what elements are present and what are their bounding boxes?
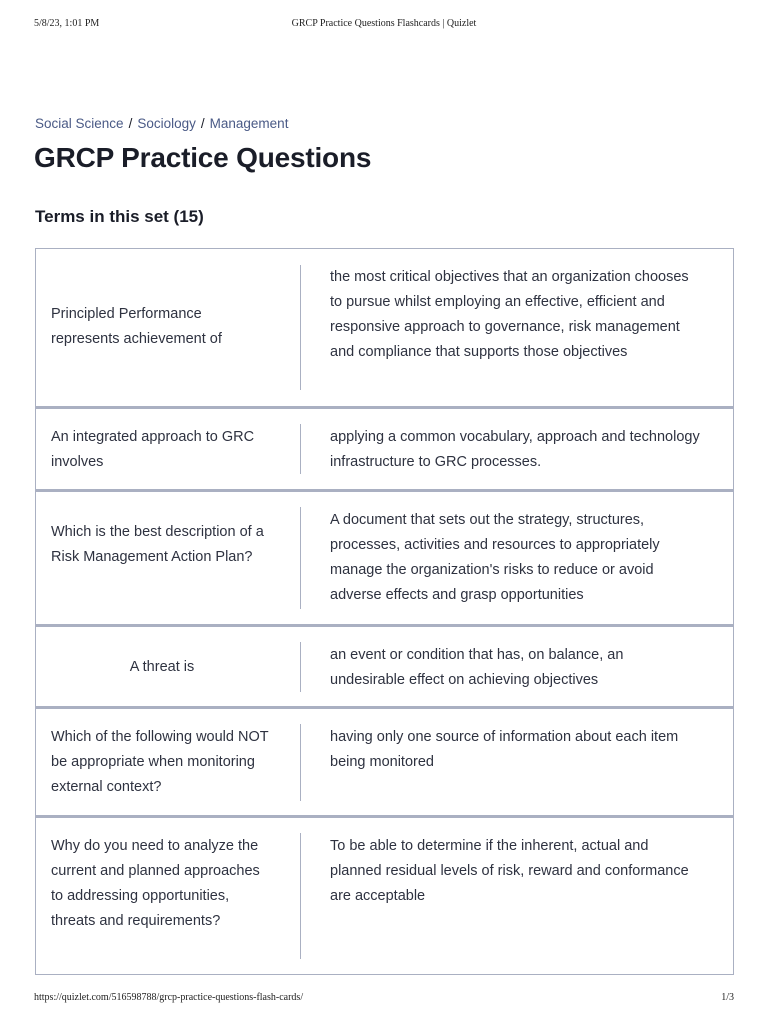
term-row xyxy=(35,625,734,707)
row-divider xyxy=(300,424,301,474)
print-page-number: 1/3 xyxy=(721,992,734,1003)
term-text: Which of the following would NOT be appropriate when monitoring external context? xyxy=(51,729,269,795)
definition-text: having only one source of information about each item being monitored xyxy=(330,729,679,770)
breadcrumb-item-management[interactable]: Management xyxy=(209,116,289,131)
print-header xyxy=(34,18,734,32)
breadcrumb-separator: / xyxy=(128,116,133,131)
term-text: Principled Performance represents achievement of xyxy=(51,306,222,347)
row-divider xyxy=(300,507,301,609)
row-divider xyxy=(300,265,301,390)
term-row xyxy=(35,816,734,975)
row-divider xyxy=(300,642,301,692)
page-title: GRCP Practice Questions xyxy=(34,142,372,173)
terms-table xyxy=(35,248,734,975)
term-row xyxy=(35,707,734,816)
row-divider xyxy=(300,833,301,959)
term-text: An integrated approach to GRC involves xyxy=(51,429,255,470)
definition-text: To be able to determine if the inherent, actual and planned residual levels of risk, reward and conformance are acceptable xyxy=(330,838,689,904)
breadcrumb xyxy=(35,116,288,131)
definition-text: applying a common vocabulary, approach and technology infrastructure to GRC processes. xyxy=(330,429,700,470)
term-row xyxy=(35,248,734,407)
breadcrumb-item-social-science[interactable]: Social Science xyxy=(35,116,124,131)
print-url: https://quizlet.com/516598788/grcp-practice-questions-flash-cards/ xyxy=(34,992,304,1003)
terms-heading: Terms in this set (15) xyxy=(35,207,204,226)
definition-text: the most critical objectives that an organization chooses to pursue whilst employing an effective, efficient and responsive approach to governance, risk management and compliance that supports those objectives xyxy=(330,269,689,360)
term-row xyxy=(35,490,734,625)
print-footer xyxy=(34,992,734,1006)
definition-text: A document that sets out the strategy, structures, processes, activities and resources to appropriately manage the organization's risks to reduce or avoid adverse effects and grasp opportunities xyxy=(330,512,660,603)
definition-text: an event or condition that has, on balance, an undesirable effect on achieving objectives xyxy=(330,647,624,688)
print-page-title: GRCP Practice Questions Flashcards | Quizlet xyxy=(291,18,477,29)
term-row xyxy=(35,407,734,490)
term-text: Which is the best description of a Risk Management Action Plan? xyxy=(51,524,264,565)
breadcrumb-separator: / xyxy=(200,116,205,131)
term-text: A threat is xyxy=(129,659,195,675)
breadcrumb-item-sociology[interactable]: Sociology xyxy=(137,116,196,131)
row-divider xyxy=(300,724,301,801)
term-text: Why do you need to analyze the current and planned approaches to addressing opportunities, threats and requirements? xyxy=(51,838,260,929)
print-timestamp: 5/8/23, 1:01 PM xyxy=(34,18,100,29)
